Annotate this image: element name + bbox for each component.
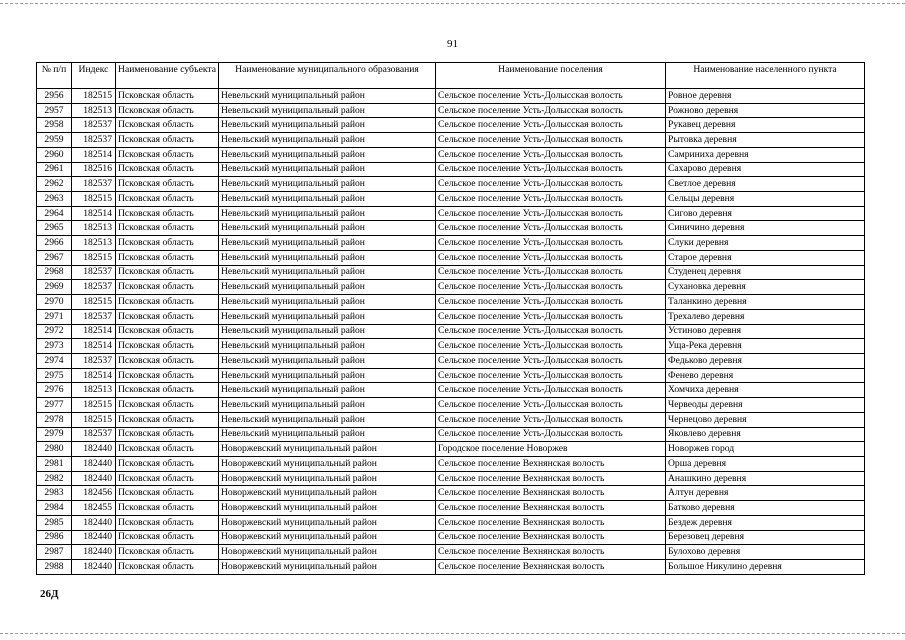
cell-settlement: Сельское поселение Усть-Долысская волость — [436, 383, 666, 398]
cell-index: 182440 — [72, 471, 116, 486]
cell-index: 182537 — [72, 265, 116, 280]
table-row — [37, 309, 865, 324]
cell-municipality: Невельский муниципальный район — [219, 162, 436, 177]
cell-municipality: Невельский муниципальный район — [219, 192, 436, 207]
cell-municipality: Невельский муниципальный район — [219, 236, 436, 251]
cell-municipality: Невельский муниципальный район — [219, 383, 436, 398]
cell-subject: Псковская область — [116, 353, 219, 368]
table-row — [37, 324, 865, 339]
cell-locality: Синичино деревня — [666, 221, 865, 236]
cell-subject: Псковская область — [116, 265, 219, 280]
cell-num: 2977 — [37, 398, 72, 413]
cell-subject: Псковская область — [116, 133, 219, 148]
table-row — [37, 250, 865, 265]
cell-num: 2975 — [37, 368, 72, 383]
cell-num: 2968 — [37, 265, 72, 280]
cell-settlement: Сельское поселение Усть-Долысская волость — [436, 192, 666, 207]
cell-settlement: Сельское поселение Вехнянская волость — [436, 545, 666, 560]
cell-settlement: Сельское поселение Усть-Долысская волость — [436, 162, 666, 177]
cell-num: 2983 — [37, 486, 72, 501]
cell-subject: Псковская область — [116, 309, 219, 324]
table-row — [37, 515, 865, 530]
cell-subject: Псковская область — [116, 250, 219, 265]
cell-locality: Устиново деревня — [666, 324, 865, 339]
cell-locality: Березовец деревня — [666, 530, 865, 545]
cell-subject: Псковская область — [116, 501, 219, 516]
cell-settlement: Сельское поселение Усть-Долысская волость — [436, 339, 666, 354]
cell-index: 182514 — [72, 368, 116, 383]
cell-settlement: Сельское поселение Вехнянская волость — [436, 501, 666, 516]
table-row — [37, 192, 865, 207]
cell-index: 182440 — [72, 530, 116, 545]
cell-municipality: Новоржевский муниципальный район — [219, 530, 436, 545]
cell-subject: Псковская область — [116, 427, 219, 442]
header-subject: Наименование субъекта — [116, 63, 219, 89]
cell-subject: Псковская область — [116, 192, 219, 207]
cell-locality: Рожново деревня — [666, 103, 865, 118]
cell-locality: Яковлево деревня — [666, 427, 865, 442]
cell-settlement: Сельское поселение Усть-Долысская волость — [436, 177, 666, 192]
table-row — [37, 545, 865, 560]
cell-settlement: Сельское поселение Усть-Долысская волость — [436, 89, 666, 104]
table-row — [37, 236, 865, 251]
cell-settlement: Сельское поселение Вехнянская волость — [436, 486, 666, 501]
cell-index: 182515 — [72, 250, 116, 265]
cell-locality: Алтун деревня — [666, 486, 865, 501]
cell-subject: Псковская область — [116, 398, 219, 413]
table-row — [37, 133, 865, 148]
cell-settlement: Сельское поселение Усть-Долысская волость — [436, 280, 666, 295]
cell-locality: Анашкино деревня — [666, 471, 865, 486]
cell-index: 182440 — [72, 545, 116, 560]
cell-locality: Сигово деревня — [666, 206, 865, 221]
cell-settlement: Сельское поселение Усть-Долысская волость — [436, 353, 666, 368]
cell-index: 182455 — [72, 501, 116, 516]
cell-settlement: Сельское поселение Усть-Долысская волость — [436, 118, 666, 133]
cell-municipality: Невельский муниципальный район — [219, 265, 436, 280]
cell-municipality: Новоржевский муниципальный район — [219, 515, 436, 530]
cell-num: 2987 — [37, 545, 72, 560]
cell-index: 182514 — [72, 324, 116, 339]
cell-locality: Фенево деревня — [666, 368, 865, 383]
table-row — [37, 456, 865, 471]
cell-num: 2964 — [37, 206, 72, 221]
header-index: Индекс — [72, 63, 116, 89]
cell-locality: Федьково деревня — [666, 353, 865, 368]
cell-subject: Псковская область — [116, 530, 219, 545]
cell-settlement: Сельское поселение Усть-Долысская волость — [436, 427, 666, 442]
cell-num: 2980 — [37, 442, 72, 457]
table-row — [37, 442, 865, 457]
cell-municipality: Новоржевский муниципальный район — [219, 545, 436, 560]
table-row — [37, 103, 865, 118]
cell-municipality: Новоржевский муниципальный район — [219, 471, 436, 486]
cell-subject: Псковская область — [116, 206, 219, 221]
cell-locality: Бездеж деревня — [666, 515, 865, 530]
scan-edge-top — [0, 3, 905, 5]
cell-num: 2958 — [37, 118, 72, 133]
cell-locality: Чернецово деревня — [666, 412, 865, 427]
header-num: № п/п — [37, 63, 72, 89]
table-row — [37, 560, 865, 575]
cell-num: 2963 — [37, 192, 72, 207]
cell-subject: Псковская область — [116, 339, 219, 354]
cell-subject: Псковская область — [116, 177, 219, 192]
cell-subject: Псковская область — [116, 103, 219, 118]
cell-settlement: Сельское поселение Вехнянская волость — [436, 471, 666, 486]
cell-locality: Рукавец деревня — [666, 118, 865, 133]
cell-index: 182513 — [72, 383, 116, 398]
cell-num: 2988 — [37, 560, 72, 575]
cell-settlement: Сельское поселение Усть-Долысская волость — [436, 412, 666, 427]
cell-locality: Большое Никулино деревня — [666, 560, 865, 575]
cell-index: 182514 — [72, 206, 116, 221]
cell-municipality: Невельский муниципальный район — [219, 368, 436, 383]
cell-municipality: Невельский муниципальный район — [219, 295, 436, 310]
header-settlement: Наименование поселения — [436, 63, 666, 89]
cell-municipality: Невельский муниципальный район — [219, 353, 436, 368]
cell-municipality: Невельский муниципальный район — [219, 221, 436, 236]
cell-subject: Псковская область — [116, 471, 219, 486]
cell-locality: Орша деревня — [666, 456, 865, 471]
cell-municipality: Невельский муниципальный район — [219, 147, 436, 162]
table-row — [37, 339, 865, 354]
cell-locality: Сухановка деревня — [666, 280, 865, 295]
table-row — [37, 177, 865, 192]
table-row — [37, 265, 865, 280]
cell-subject: Псковская область — [116, 456, 219, 471]
cell-num: 2962 — [37, 177, 72, 192]
cell-index: 182516 — [72, 162, 116, 177]
cell-locality: Булохово деревня — [666, 545, 865, 560]
cell-index: 182515 — [72, 295, 116, 310]
cell-index: 182440 — [72, 515, 116, 530]
cell-subject: Псковская область — [116, 236, 219, 251]
cell-subject: Псковская область — [116, 295, 219, 310]
cell-num: 2985 — [37, 515, 72, 530]
cell-settlement: Сельское поселение Усть-Долысская волость — [436, 398, 666, 413]
settlements-table-container — [36, 62, 864, 575]
cell-subject: Псковская область — [116, 118, 219, 133]
cell-settlement: Сельское поселение Вехнянская волость — [436, 530, 666, 545]
cell-municipality: Невельский муниципальный район — [219, 118, 436, 133]
cell-subject: Псковская область — [116, 280, 219, 295]
cell-index: 182514 — [72, 339, 116, 354]
cell-num: 2984 — [37, 501, 72, 516]
cell-locality: Ровное деревня — [666, 89, 865, 104]
cell-index: 182440 — [72, 560, 116, 575]
cell-index: 182513 — [72, 103, 116, 118]
cell-num: 2969 — [37, 280, 72, 295]
cell-subject: Псковская область — [116, 221, 219, 236]
cell-index: 182537 — [72, 280, 116, 295]
cell-num: 2956 — [37, 89, 72, 104]
cell-settlement: Сельское поселение Усть-Долысская волость — [436, 103, 666, 118]
table-row — [37, 383, 865, 398]
cell-municipality: Невельский муниципальный район — [219, 339, 436, 354]
cell-municipality: Невельский муниципальный район — [219, 250, 436, 265]
cell-subject: Псковская область — [116, 545, 219, 560]
cell-municipality: Невельский муниципальный район — [219, 324, 436, 339]
cell-locality: Батково деревня — [666, 501, 865, 516]
cell-locality: Старое деревня — [666, 250, 865, 265]
cell-settlement: Сельское поселение Усть-Долысская волость — [436, 236, 666, 251]
cell-settlement: Сельское поселение Усть-Долысская волость — [436, 265, 666, 280]
cell-subject: Псковская область — [116, 383, 219, 398]
cell-num: 2961 — [37, 162, 72, 177]
cell-num: 2960 — [37, 147, 72, 162]
cell-num: 2957 — [37, 103, 72, 118]
cell-locality: Сахарово деревня — [666, 162, 865, 177]
cell-subject: Псковская область — [116, 560, 219, 575]
table-row — [37, 398, 865, 413]
cell-locality: Хомчиха деревня — [666, 383, 865, 398]
cell-num: 2986 — [37, 530, 72, 545]
cell-locality: Трехалево деревня — [666, 309, 865, 324]
cell-settlement: Сельское поселение Вехнянская волость — [436, 456, 666, 471]
cell-settlement: Сельское поселение Усть-Долысская волость — [436, 133, 666, 148]
cell-locality: Новоржев город — [666, 442, 865, 457]
table-row — [37, 162, 865, 177]
cell-num: 2966 — [37, 236, 72, 251]
cell-subject: Псковская область — [116, 324, 219, 339]
table-row — [37, 353, 865, 368]
cell-locality: Самриниха деревня — [666, 147, 865, 162]
cell-index: 182440 — [72, 456, 116, 471]
cell-num: 2973 — [37, 339, 72, 354]
cell-subject: Псковская область — [116, 368, 219, 383]
cell-settlement: Сельское поселение Усть-Долысская волость — [436, 368, 666, 383]
table-body — [37, 89, 865, 575]
cell-subject: Псковская область — [116, 89, 219, 104]
table-row — [37, 486, 865, 501]
cell-locality: Светлое деревня — [666, 177, 865, 192]
cell-municipality: Невельский муниципальный район — [219, 177, 436, 192]
cell-index: 182513 — [72, 221, 116, 236]
cell-settlement: Городское поселение Новоржев — [436, 442, 666, 457]
cell-num: 2974 — [37, 353, 72, 368]
cell-num: 2965 — [37, 221, 72, 236]
cell-subject: Псковская область — [116, 442, 219, 457]
cell-settlement: Сельское поселение Усть-Долысская волость — [436, 324, 666, 339]
cell-index: 182537 — [72, 353, 116, 368]
cell-index: 182515 — [72, 192, 116, 207]
table-row — [37, 412, 865, 427]
cell-settlement: Сельское поселение Усть-Долысская волость — [436, 250, 666, 265]
settlements-table — [36, 62, 865, 575]
table-row — [37, 501, 865, 516]
table-row — [37, 280, 865, 295]
cell-municipality: Новоржевский муниципальный район — [219, 486, 436, 501]
cell-num: 2982 — [37, 471, 72, 486]
cell-index: 182537 — [72, 118, 116, 133]
header-locality: Наименование населенного пункта — [666, 63, 865, 89]
cell-municipality: Новоржевский муниципальный район — [219, 442, 436, 457]
page-number: 91 — [447, 38, 458, 50]
cell-settlement: Сельское поселение Усть-Долысская волость — [436, 206, 666, 221]
cell-settlement: Сельское поселение Вехнянская волость — [436, 560, 666, 575]
cell-municipality: Новоржевский муниципальный район — [219, 501, 436, 516]
cell-num: 2970 — [37, 295, 72, 310]
cell-num: 2979 — [37, 427, 72, 442]
table-row — [37, 118, 865, 133]
cell-index: 182514 — [72, 147, 116, 162]
cell-locality: Рытовка деревня — [666, 133, 865, 148]
table-row — [37, 147, 865, 162]
cell-subject: Псковская область — [116, 147, 219, 162]
cell-index: 182513 — [72, 236, 116, 251]
cell-locality: Студенец деревня — [666, 265, 865, 280]
table-row — [37, 427, 865, 442]
table-row — [37, 471, 865, 486]
table-row — [37, 295, 865, 310]
cell-index: 182537 — [72, 177, 116, 192]
cell-num: 2978 — [37, 412, 72, 427]
table-row — [37, 368, 865, 383]
cell-index: 182537 — [72, 427, 116, 442]
header-municipality: Наименование муниципального образования — [219, 63, 436, 89]
cell-num: 2972 — [37, 324, 72, 339]
cell-municipality: Невельский муниципальный район — [219, 133, 436, 148]
table-row — [37, 530, 865, 545]
table-row — [37, 221, 865, 236]
cell-num: 2976 — [37, 383, 72, 398]
cell-settlement: Сельское поселение Усть-Долысская волость — [436, 295, 666, 310]
cell-index: 182515 — [72, 412, 116, 427]
cell-locality: Таланкино деревня — [666, 295, 865, 310]
cell-subject: Псковская область — [116, 486, 219, 501]
cell-municipality: Невельский муниципальный район — [219, 309, 436, 324]
cell-settlement: Сельское поселение Усть-Долысская волость — [436, 221, 666, 236]
cell-municipality: Невельский муниципальный район — [219, 280, 436, 295]
footer-code: 26Д — [40, 588, 59, 600]
cell-locality: Сельцы деревня — [666, 192, 865, 207]
table-header-row — [37, 63, 865, 89]
cell-municipality: Невельский муниципальный район — [219, 412, 436, 427]
cell-municipality: Невельский муниципальный район — [219, 427, 436, 442]
cell-num: 2971 — [37, 309, 72, 324]
cell-index: 182537 — [72, 133, 116, 148]
cell-settlement: Сельское поселение Вехнянская волость — [436, 515, 666, 530]
table-row — [37, 89, 865, 104]
cell-index: 182456 — [72, 486, 116, 501]
cell-municipality: Новоржевский муниципальный район — [219, 560, 436, 575]
cell-locality: Слуки деревня — [666, 236, 865, 251]
cell-municipality: Невельский муниципальный район — [219, 206, 436, 221]
cell-index: 182440 — [72, 442, 116, 457]
cell-num: 2981 — [37, 456, 72, 471]
cell-subject: Псковская область — [116, 412, 219, 427]
cell-index: 182515 — [72, 89, 116, 104]
cell-settlement: Сельское поселение Усть-Долысская волость — [436, 309, 666, 324]
cell-municipality: Невельский муниципальный район — [219, 103, 436, 118]
cell-subject: Псковская область — [116, 162, 219, 177]
cell-num: 2967 — [37, 250, 72, 265]
table-row — [37, 206, 865, 221]
cell-index: 182537 — [72, 309, 116, 324]
cell-municipality: Новоржевский муниципальный район — [219, 456, 436, 471]
cell-subject: Псковская область — [116, 515, 219, 530]
cell-num: 2959 — [37, 133, 72, 148]
cell-municipality: Невельский муниципальный район — [219, 89, 436, 104]
scan-edge-bottom — [0, 633, 905, 635]
cell-locality: Уща-Река деревня — [666, 339, 865, 354]
cell-locality: Червеоды деревня — [666, 398, 865, 413]
cell-settlement: Сельское поселение Усть-Долысская волость — [436, 147, 666, 162]
cell-index: 182515 — [72, 398, 116, 413]
cell-municipality: Невельский муниципальный район — [219, 398, 436, 413]
